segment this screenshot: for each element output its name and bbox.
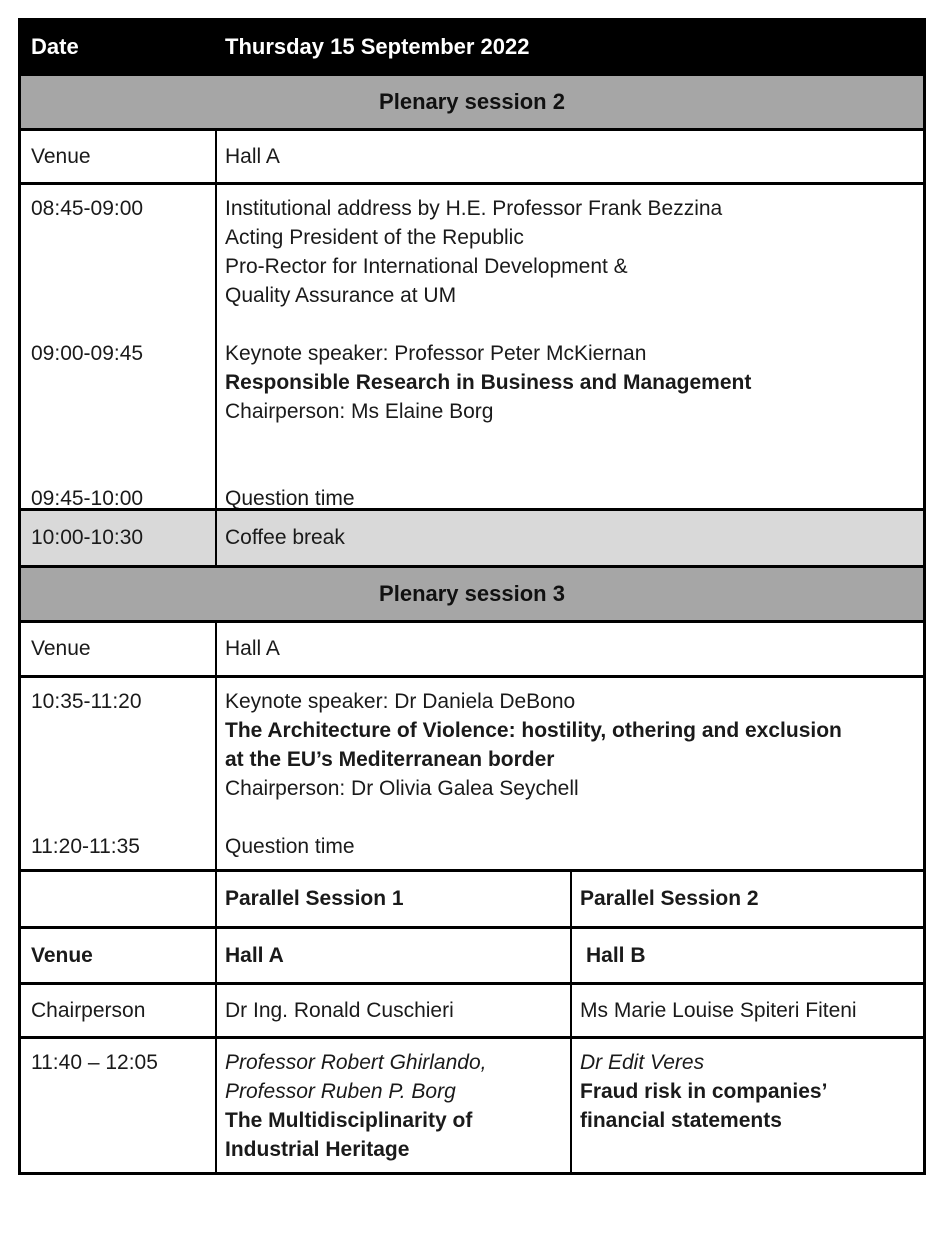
plenary2-title: Plenary session 2	[379, 89, 565, 114]
plenary2-session-row	[21, 185, 923, 511]
venue-label: Venue	[31, 637, 91, 660]
session-line: Question time	[225, 487, 355, 508]
plenary3-session-row	[21, 678, 923, 872]
venue-hall-a: Hall A	[215, 929, 570, 982]
speaker-name: Professor Ruben P. Borg	[225, 1080, 456, 1103]
date-value: Thursday 15 September 2022	[215, 21, 923, 73]
plenary3-times-cell	[21, 678, 215, 869]
talk-time-cell	[21, 1039, 215, 1172]
parallel-session2-title: Parallel Session 2	[570, 872, 923, 926]
time-slot: 09:00-09:45	[31, 342, 144, 365]
date-label: Date	[31, 34, 79, 59]
talk-title: Industrial Heritage	[225, 1138, 410, 1161]
plenary2-times-cell	[21, 185, 215, 508]
parallel-talks-row	[21, 1039, 923, 1172]
session-line: Pro-Rector for International Development &	[225, 255, 628, 278]
plenary2-details-cell	[215, 185, 923, 508]
chairperson-row	[21, 985, 923, 1039]
session-line: Chairperson: Dr Olivia Galea Seychell	[225, 777, 579, 800]
session-line: Keynote speaker: Dr Daniela DeBono	[225, 690, 576, 713]
venue-hall-b: Hall B	[570, 929, 923, 982]
parallel-header-row	[21, 872, 923, 929]
spacer	[225, 426, 923, 484]
session2-talk-cell	[570, 1039, 923, 1172]
keynote-title: The Architecture of Violence: hostility, othering and exclusion	[225, 719, 842, 742]
chairperson-session1: Dr Ing. Ronald Cuschieri	[215, 985, 570, 1036]
spacer	[31, 223, 215, 339]
chairperson-session2: Ms Marie Louise Spiteri Fiteni	[570, 985, 923, 1036]
venue-value: Hall A	[215, 131, 923, 182]
session1-talk-cell	[215, 1039, 570, 1172]
empty-cell	[21, 872, 215, 926]
session-line: Quality Assurance at UM	[225, 284, 457, 307]
spacer	[31, 716, 215, 832]
time-slot: 08:45-09:00	[31, 197, 144, 220]
spacer	[225, 310, 923, 339]
coffee-time: 10:00-10:30	[31, 526, 144, 549]
spacer	[225, 803, 923, 832]
time-slot: 10:35-11:20	[31, 690, 142, 713]
parallel-session1-title: Parallel Session 1	[215, 872, 570, 926]
talk-title: Fraud risk in companies’	[580, 1080, 828, 1103]
plenary3-details-cell	[215, 678, 923, 869]
venue-label: Venue	[31, 144, 91, 168]
coffee-label: Coffee break	[215, 511, 923, 565]
session-line: Question time	[225, 835, 355, 858]
chairperson-label: Chairperson	[31, 998, 146, 1022]
plenary3-banner-row	[21, 568, 923, 623]
session-line: Keynote speaker: Professor Peter McKiernan	[225, 342, 647, 365]
parallel-venue-row	[21, 929, 923, 985]
session-line: Chairperson: Ms Elaine Borg	[225, 400, 494, 423]
plenary3-venue-row	[21, 623, 923, 678]
venue-label: Venue	[31, 943, 93, 967]
time-slot: 09:45-10:00	[31, 487, 144, 508]
plenary3-title: Plenary session 3	[379, 581, 565, 606]
coffee-break-row	[21, 511, 923, 568]
conference-schedule-table	[18, 18, 926, 1175]
keynote-title: Responsible Research in Business and Management	[225, 371, 752, 394]
time-slot: 11:20-11:35	[31, 835, 140, 858]
plenary2-venue-row	[21, 131, 923, 185]
spacer	[31, 368, 215, 484]
talk-title: The Multidisciplinarity of	[225, 1109, 473, 1132]
session-line: Institutional address by H.E. Professor Frank Bezzina	[225, 197, 723, 220]
time-slot: 11:40 – 12:05	[31, 1051, 158, 1074]
session-line: Acting President of the Republic	[225, 226, 524, 249]
speaker-name: Professor Robert Ghirlando,	[225, 1051, 487, 1074]
keynote-title: at the EU’s Mediterranean border	[225, 748, 555, 771]
venue-value: Hall A	[215, 623, 923, 675]
plenary2-banner-row	[21, 76, 923, 131]
talk-title: financial statements	[580, 1109, 782, 1132]
date-header-row	[21, 21, 923, 76]
speaker-name: Dr Edit Veres	[580, 1051, 705, 1074]
